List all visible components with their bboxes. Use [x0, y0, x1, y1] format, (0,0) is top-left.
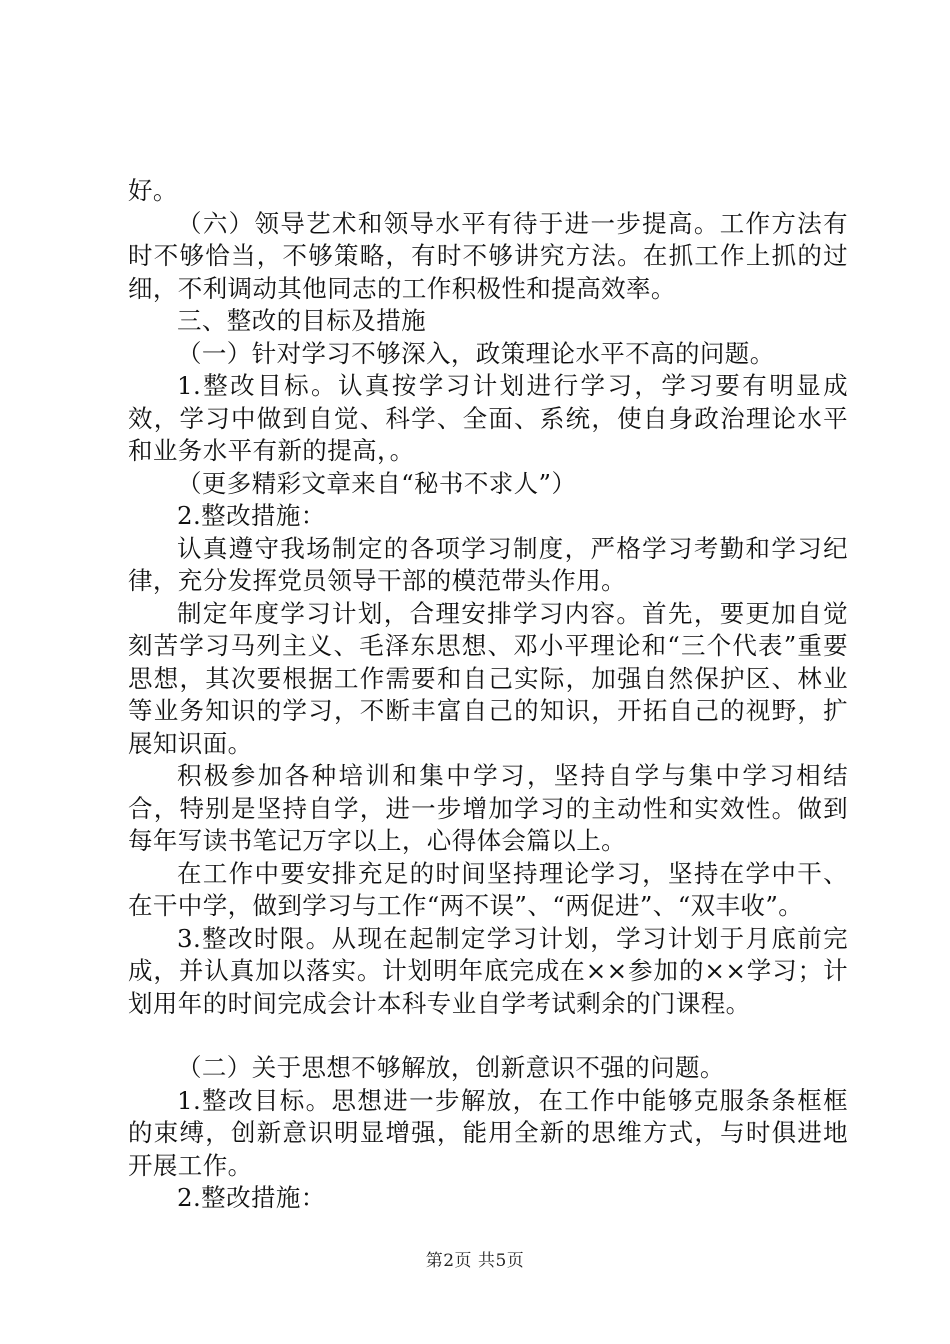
section-heading-rectification: 三、整改的目标及措施 [177, 306, 426, 335]
paragraph-measures-heading-one: 2.整改措施： [177, 501, 326, 530]
paragraph-continuation: 好。 [128, 176, 178, 205]
subsection-heading-one: （一）针对学习不够深入，政策理论水平不高的问题。 [177, 338, 775, 368]
paragraph-measure-discipline: 认真遵守我场制定的各项学习制度，严格学习考勤和学习纪律，充分发挥党员领导干部的模范带头作用。 [128, 533, 848, 595]
paragraph-source-note: （更多精彩文章来自“秘书不求人”） [177, 468, 577, 498]
paragraph-issue-six: （六）领导艺术和领导水平有待于进一步提高。工作方法有时不够恰当，不够策略，有时不够讲究方法。在抓工作上抓的过细，不利调动其他同志的工作积极性和提高效率。 [128, 208, 848, 303]
page-number-footer: 第2页 共5页 [425, 1251, 525, 1271]
paragraph-goal-two: 1.整改目标。思想进一步解放，在工作中能够克服条条框框的束缚，创新意识明显增强，能用全新的思维方式，与时俱进地开展工作。 [128, 1085, 848, 1180]
paragraph-measure-training: 积极参加各种培训和集中学习，坚持自学与集中学习相结合，特别是坚持自学，进一步增加学习的主动性和实效性。做到每年写读书笔记万字以上，心得体会篇以上。 [128, 761, 848, 855]
paragraph-measure-theory: 在工作中要安排充足的时间坚持理论学习，坚持在学中干、在干中学，做到学习与工作“两不误”、“两促进”、“双丰收”。 [128, 858, 848, 920]
paragraph-deadline: 3.整改时限。从现在起制定学习计划，学习计划于月底前完成，并认真加以落实。计划明年底完成在××参加的××学习；计划用年的时间完成会计本科专业自学考试剩余的门课程。 [128, 923, 848, 1018]
subsection-heading-two: （二）关于思想不够解放，创新意识不强的问题。 [177, 1053, 725, 1082]
paragraph-measure-plan: 制定年度学习计划，合理安排学习内容。首先，要更加自觉刻苦学习马列主义、毛泽东思想、邓小平理论和“三个代表”重要思想，其次要根据工作需要和自己实际，加强自然保护区、林业等业务知识的学习，不断丰富自己的知识，开拓自己的视野，扩展知识面。 [128, 598, 848, 758]
paragraph-goal-one: 1.整改目标。认真按学习计划进行学习，学习要有明显成效，学习中做到自觉、科学、全面、系统，使自身政治理论水平和业务水平有新的提高，。 [128, 371, 848, 465]
paragraph-measures-heading-two: 2.整改措施： [177, 1183, 326, 1212]
document-body [128, 175, 848, 1215]
